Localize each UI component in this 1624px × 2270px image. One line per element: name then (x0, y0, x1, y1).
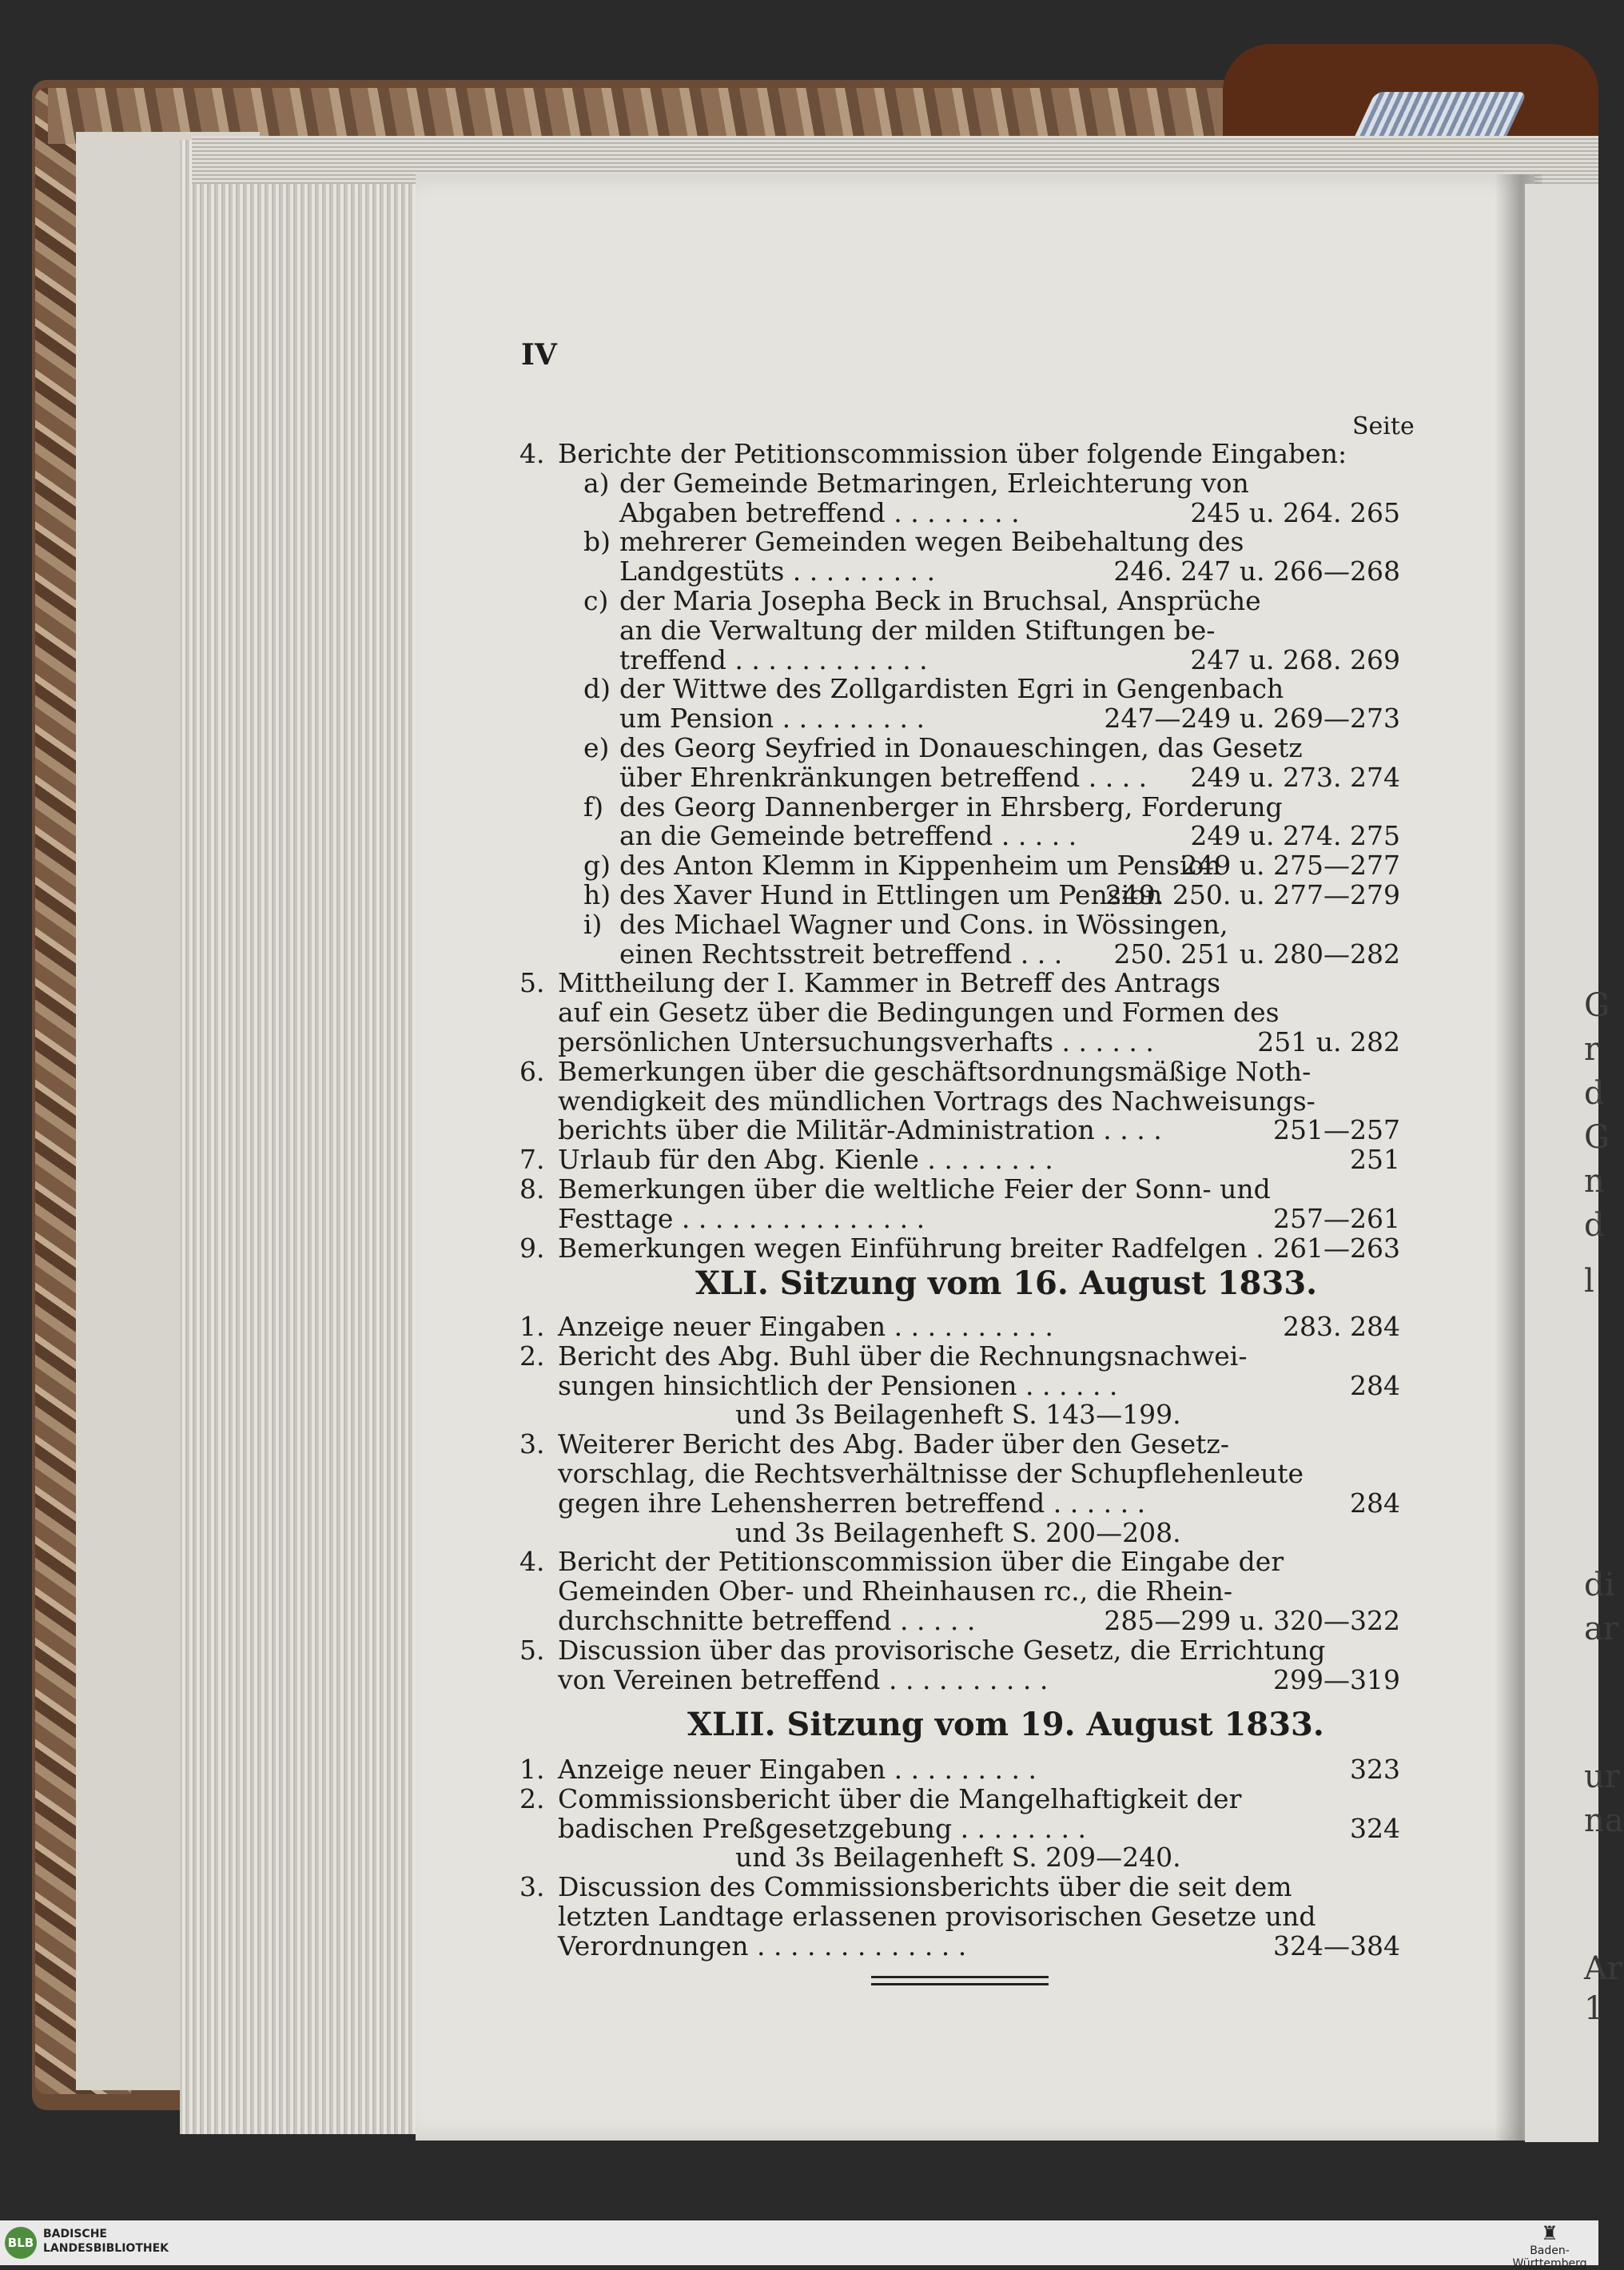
page.lines-item-number: 7. (519, 1144, 545, 1176)
facing-page-letter: r (1584, 1031, 1600, 1068)
facing-page-letter: l (1584, 1263, 1594, 1300)
page.section1.lines-item-pages: 299—319 (1273, 1663, 1400, 1695)
page.lines-item-text: Bemerkungen wegen Einführung breiter Radfelgen . (558, 1232, 1264, 1264)
facing-page-letter: ar (1584, 1611, 1618, 1647)
section-heading: XLII. Sitzung vom 19. August 1833. (687, 1706, 1324, 1743)
page.lines-item-pages: 249 u. 275—277 (1180, 850, 1400, 882)
page.lines-item-text: Abgaben betreffend . . . . . . . . (619, 496, 1020, 528)
page.lines-item-number: b) (583, 526, 611, 558)
page.lines-item-number: c) (583, 585, 609, 616)
page.lines-item-number: d) (583, 673, 611, 705)
page.section1.lines-item-number: 3. (519, 1428, 545, 1460)
page.lines-item-pages: 246. 247 u. 266—268 (1113, 556, 1400, 587)
page.lines-item-text: Landgestüts . . . . . . . . . (619, 556, 936, 587)
page.lines-item-text: an die Gemeinde betreffend . . . . . (619, 820, 1077, 852)
blb-logo: BLB (5, 2227, 37, 2259)
page.lines-item-text: Berichte der Petitionscommission über folgende Eingaben: (558, 438, 1347, 469)
page.lines-item-pages: 251 (1350, 1144, 1400, 1176)
page.lines-item-pages: 245 u. 264. 265 (1190, 496, 1400, 528)
page.lines-item-number: 9. (519, 1232, 545, 1264)
page.section2.lines-item-text: Verordnungen . . . . . . . . . . . . . (558, 1930, 967, 1961)
page.lines-item-pages: 247—249 u. 269—273 (1104, 703, 1400, 735)
page.section1.lines-item-pages: 283. 284 (1283, 1311, 1400, 1342)
page.section2.lines-item-text: Commissionsbericht über die Mangelhaftigkeit der (558, 1782, 1242, 1814)
page.section1.lines-item-pages: 284 (1350, 1369, 1400, 1401)
page.lines-item-text: berichts über die Militär-Administration . . . . (558, 1114, 1162, 1146)
page.section2.lines-item-number: 1. (519, 1754, 545, 1785)
facing-page-letter: Ar (1584, 1950, 1623, 1987)
page.section1.lines-item-text: von Vereinen betreffend . . . . . . . . . . (558, 1663, 1049, 1695)
page.section1.lines-item-text: sungen hinsichtlich der Pensionen . . . . . . (558, 1369, 1118, 1401)
section-heading: XLI. Sitzung vom 16. August 1833. (695, 1264, 1318, 1302)
page.lines-item-text: des Georg Dannenberger in Ehrsberg, Forderung (619, 791, 1283, 822)
page-number: IV (521, 338, 557, 372)
page.lines-item-text: an die Verwaltung der milden Stiftungen be- (619, 614, 1216, 646)
page.lines-item-text: Bemerkungen über die geschäftsordnungsmäßige Noth- (558, 1055, 1312, 1087)
page.section2.lines-item-text: Discussion des Commissionsberichts über die seit dem (558, 1871, 1292, 1903)
page.lines-item-pages: 250. 251 u. 280—282 (1113, 938, 1400, 970)
page.lines-item-pages: 251 u. 282 (1257, 1026, 1400, 1057)
page.lines-item-text: der Gemeinde Betmaringen, Erleichterung von (619, 467, 1249, 499)
page.section2.lines-item-number: 3. (519, 1871, 545, 1903)
page.section2.lines-item-pages: 323 (1350, 1754, 1400, 1785)
page.section1.lines-item-pages: 284 (1350, 1487, 1400, 1519)
page.lines-item-text: über Ehrenkränkungen betreffend . . . . (619, 761, 1148, 793)
page.section1.lines-item-text: Discussion über das provisorische Gesetz, die Errichtung (558, 1634, 1326, 1666)
page.lines-item-pages: 249 u. 273. 274 (1190, 761, 1400, 793)
library-name: BADISCHE LANDESBIBLIOTHEK (43, 2228, 169, 2255)
page.lines-item-number: 6. (519, 1055, 545, 1087)
page.section1.lines-item-text: vorschlag, die Rechtsverhältnisse der Schupflehenleute (558, 1458, 1304, 1489)
footer-bar (0, 2220, 1598, 2270)
page.section1.lines-item-number: 2. (519, 1340, 545, 1372)
facing-page-letter: n (1584, 1163, 1605, 1200)
page.section2.lines-item-number: 2. (519, 1782, 545, 1814)
page.lines-item-text: Mittheilung der I. Kammer in Betreff des Antrags (558, 967, 1221, 999)
page.lines-item-text: Urlaub für den Abg. Kienle . . . . . . . . (558, 1144, 1053, 1176)
page.lines-item-number: f) (583, 791, 604, 822)
page.section1.lines-item-text: und 3s Beilagenheft S. 200—208. (735, 1516, 1181, 1548)
book-page (416, 174, 1534, 2141)
closing-rule (871, 1976, 1049, 1978)
page.lines-item-number: h) (583, 879, 611, 910)
page.lines-item-text: der Wittwe des Zollgardisten Egri in Gengenbach (619, 673, 1284, 705)
facing-page-letter: d (1584, 1207, 1605, 1244)
page.lines-item-text: um Pension . . . . . . . . . (619, 703, 925, 735)
page.section1.lines-item-number: 1. (519, 1311, 545, 1342)
page.section2.lines-item-text: badischen Preßgesetzgebung . . . . . . . . (558, 1812, 1086, 1844)
facing-page-letter: ur (1584, 1758, 1620, 1795)
page.lines-item-pages: 247 u. 268. 269 (1190, 643, 1400, 675)
page.section1.lines-item-text: Weiterer Bericht des Abg. Bader über den Gesetz- (558, 1428, 1229, 1460)
page.section1.lines-item-text: Bericht der Petitionscommission über die Eingabe der (558, 1546, 1284, 1578)
page.section1.lines-item-number: 5. (519, 1634, 545, 1666)
page.lines-item-text: Bemerkungen über die weltliche Feier der Sonn- und (558, 1173, 1271, 1205)
page.section1.lines-item-text: durchschnitte betreffend . . . . . (558, 1605, 976, 1636)
page.lines-item-text: treffend . . . . . . . . . . . . (619, 643, 928, 675)
page.section1.lines-item-number: 4. (519, 1546, 545, 1578)
page.section2.lines-item-text: und 3s Beilagenheft S. 209—240. (735, 1842, 1181, 1874)
state-name: Baden-Württemberg (1512, 2244, 1587, 2270)
closing-rule (871, 1983, 1049, 1985)
page.section2.lines-item-text: Anzeige neuer Eingaben . . . . . . . . . (558, 1754, 1037, 1785)
page.section1.lines-item-text: Gemeinden Ober- und Rheinhausen rc., die Rhein- (558, 1575, 1232, 1607)
page.lines-item-text: des Michael Wagner und Cons. in Wössingen, (619, 908, 1228, 940)
page.lines-item-number: 8. (519, 1173, 545, 1205)
page.lines-item-text: des Anton Klemm in Kippenheim um Pension (619, 850, 1221, 882)
page.section1.lines-item-pages: 285—299 u. 320—322 (1104, 1605, 1400, 1636)
page.lines-item-number: e) (583, 732, 610, 763)
page.lines-item-text: persönlichen Untersuchungsverhafts . . . . . . (558, 1026, 1154, 1057)
page.lines-item-number: i) (583, 908, 603, 940)
page.section1.lines-item-text: und 3s Beilagenheft S. 143—199. (735, 1399, 1181, 1431)
page.lines-item-pages: 249. 250. u. 277—279 (1105, 879, 1400, 910)
facing-page-letter: G (1584, 987, 1610, 1024)
page.section2.lines-item-pages: 324—384 (1273, 1930, 1400, 1961)
page.section1.lines-item-text: Bericht des Abg. Buhl über die Rechnungsnachwei- (558, 1340, 1248, 1372)
page.lines-item-number: 5. (519, 967, 545, 999)
facing-page-letter: di (1584, 1567, 1615, 1603)
page.lines-item-text: mehrerer Gemeinden wegen Beibehaltung des (619, 526, 1244, 558)
page.lines-item-text: auf ein Gesetz über die Bedingungen und Formen des (558, 997, 1280, 1029)
page-edges (180, 140, 436, 2134)
facing-page-letter: 1 (1584, 1990, 1605, 2027)
page.lines-item-number: a) (583, 467, 610, 499)
page.lines-item-pages: 261—263 (1273, 1232, 1400, 1264)
coat-of-arms-icon: ♜ (1541, 2222, 1558, 2244)
page.section2.lines-item-pages: 324 (1350, 1812, 1400, 1844)
page.lines-item-text: des Georg Seyfried in Donaueschingen, das Gesetz (619, 732, 1303, 763)
page.lines-item-number: 4. (519, 438, 545, 469)
page.lines-item-text: des Xaver Hund in Ettlingen um Pension (619, 879, 1163, 910)
page.section2.lines-item-text: letzten Landtage erlassenen provisorischen Gesetze und (558, 1901, 1316, 1932)
bw-logo (1506, 2222, 1594, 2270)
facing-page-letter: d (1584, 1075, 1605, 1112)
facing-page-letter: na (1584, 1802, 1624, 1839)
page.lines-item-text: Festtage . . . . . . . . . . . . . . . (558, 1202, 925, 1234)
page.lines-item-text: der Maria Josepha Beck in Bruchsal, Ansprüche (619, 585, 1261, 616)
column-header: Seite (1352, 412, 1415, 440)
page.lines-item-pages: 251—257 (1273, 1114, 1400, 1146)
page.lines-item-pages: 249 u. 274. 275 (1190, 820, 1400, 852)
facing-page-letter: G (1584, 1119, 1610, 1156)
page.lines-item-text: einen Rechtsstreit betreffend . . . (619, 938, 1063, 970)
page.lines-item-text: wendigkeit des mündlichen Vortrags des Nachweisungs- (558, 1085, 1316, 1117)
page.lines-item-pages: 257—261 (1273, 1202, 1400, 1234)
page.lines-item-number: g) (583, 850, 611, 882)
page.section1.lines-item-text: Anzeige neuer Eingaben . . . . . . . . . . (558, 1311, 1053, 1342)
page.section1.lines-item-text: gegen ihre Lehensherren betreffend . . . . . . (558, 1487, 1146, 1519)
